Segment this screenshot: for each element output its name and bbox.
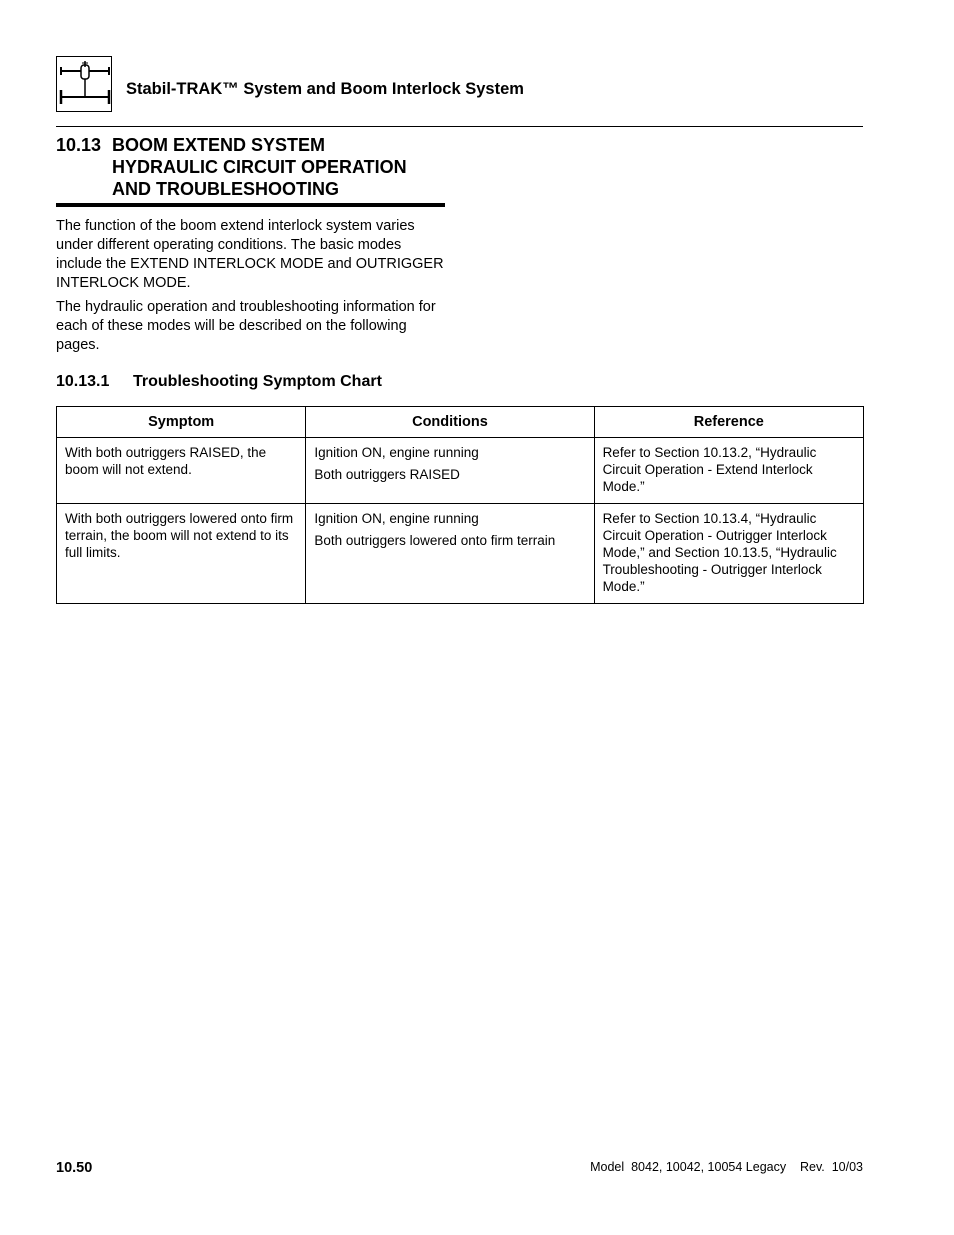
condition-line: Both outriggers RAISED — [314, 467, 460, 482]
table-row — [57, 504, 864, 604]
section-heading-line-3: AND TROUBLESHOOTING — [112, 179, 339, 199]
table-row — [57, 438, 864, 504]
symptom-cell: With both outriggers lowered onto firm terrain, the boom will not extend to its full limits. — [57, 504, 306, 604]
subsection-title: Troubleshooting Symptom Chart — [133, 373, 382, 390]
conditions-cell — [306, 438, 594, 504]
model-info: Model 8042, 10042, 10054 Legacy Rev. 10/03 — [590, 1160, 863, 1174]
reference-cell: Refer to Section 10.13.4, “Hydraulic Circuit Operation - Outrigger Interlock Mode,” and Section 10.13.5, “Hydraulic Troubleshooting - Outrigger Interlock Mode.” — [594, 504, 863, 604]
modes-paragraph: The hydraulic operation and troubleshooting information for each of these modes will be described on the following pages. — [56, 299, 436, 353]
subsection-heading — [56, 373, 382, 391]
boom-interlock-icon — [57, 57, 113, 113]
header-conditions: Conditions — [306, 407, 594, 438]
conditions-cell — [306, 504, 594, 604]
section-heading-line-2: HYDRAULIC CIRCUIT OPERATION — [112, 157, 407, 177]
intro-paragraph: The function of the boom extend interlock system varies under different operating conditions. The basic modes include the EXTEND INTERLOCK MODE and OUTRIGGER INTERLOCK MODE. — [56, 218, 444, 291]
condition-line: Ignition ON, engine running — [314, 445, 479, 460]
page-number: 10.50 — [56, 1160, 93, 1176]
section-heading — [56, 134, 445, 207]
symptom-chart-table — [56, 406, 864, 604]
header-symptom: Symptom — [57, 407, 306, 438]
table-header-row — [57, 407, 864, 438]
header-divider — [56, 126, 863, 127]
condition-line: Ignition ON, engine running — [314, 511, 479, 526]
condition-line: Both outriggers lowered onto firm terrain — [314, 533, 556, 548]
header-title: Stabil-TRAK™ System and Boom Interlock System — [126, 80, 524, 98]
subsection-number: 10.13.1 — [56, 373, 110, 390]
symptom-cell: With both outriggers RAISED, the boom will not extend. — [57, 438, 306, 504]
reference-cell: Refer to Section 10.13.2, “Hydraulic Circuit Operation - Extend Interlock Mode.” — [594, 438, 863, 504]
section-number: 10.13 — [56, 135, 102, 155]
header-reference: Reference — [594, 407, 863, 438]
header-logo — [56, 56, 112, 112]
section-heading-line-1: 10.13 BOOM EXTEND SYSTEM — [56, 135, 326, 155]
